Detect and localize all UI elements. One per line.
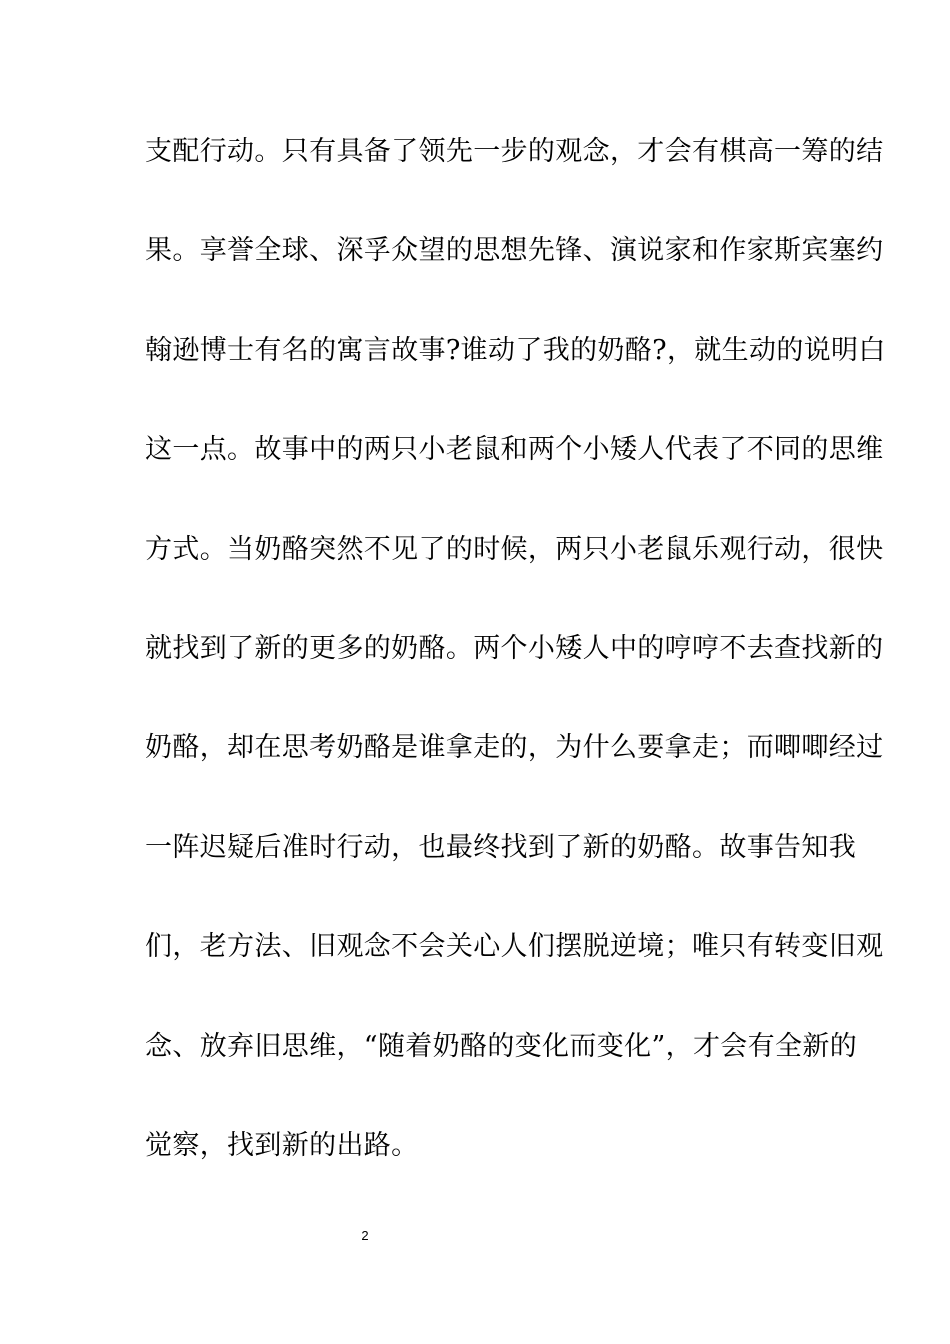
text-line: 觉察，找到新的出路。	[145, 1130, 419, 1161]
text-line: 支配行动。只有具备了领先一步的观念，才会有棋高一筹的结	[145, 136, 884, 167]
page-number: 2	[361, 1228, 369, 1243]
text-line: 果。享誉全球、深孚众望的思想先锋、演说家和作家斯宾塞约	[145, 235, 884, 266]
text-line: 就找到了新的更多的奶酪。两个小矮人中的哼哼不去查找新的	[145, 633, 884, 664]
text-line: 翰逊博士有名的寓言故事?谁动了我的奶酪?，就生动的说明白	[145, 335, 886, 366]
text-line: 这一点。故事中的两只小老鼠和两个小矮人代表了不同的思维	[145, 434, 884, 465]
text-line: 奶酪，却在思考奶酪是谁拿走的，为什么要拿走；而唧唧经过	[145, 732, 884, 763]
text-line: 们，老方法、旧观念不会关心人们摆脱逆境；唯只有转变旧观	[145, 931, 884, 962]
text-line: 念、放弃旧思维，“随着奶酪的变化而变化”，才会有全新的	[145, 1031, 858, 1062]
text-line: 一阵迟疑后准时行动，也最终找到了新的奶酪。故事告知我	[145, 832, 857, 863]
text-line: 方式。当奶酪突然不见了的时候，两只小老鼠乐观行动，很快	[145, 534, 884, 565]
